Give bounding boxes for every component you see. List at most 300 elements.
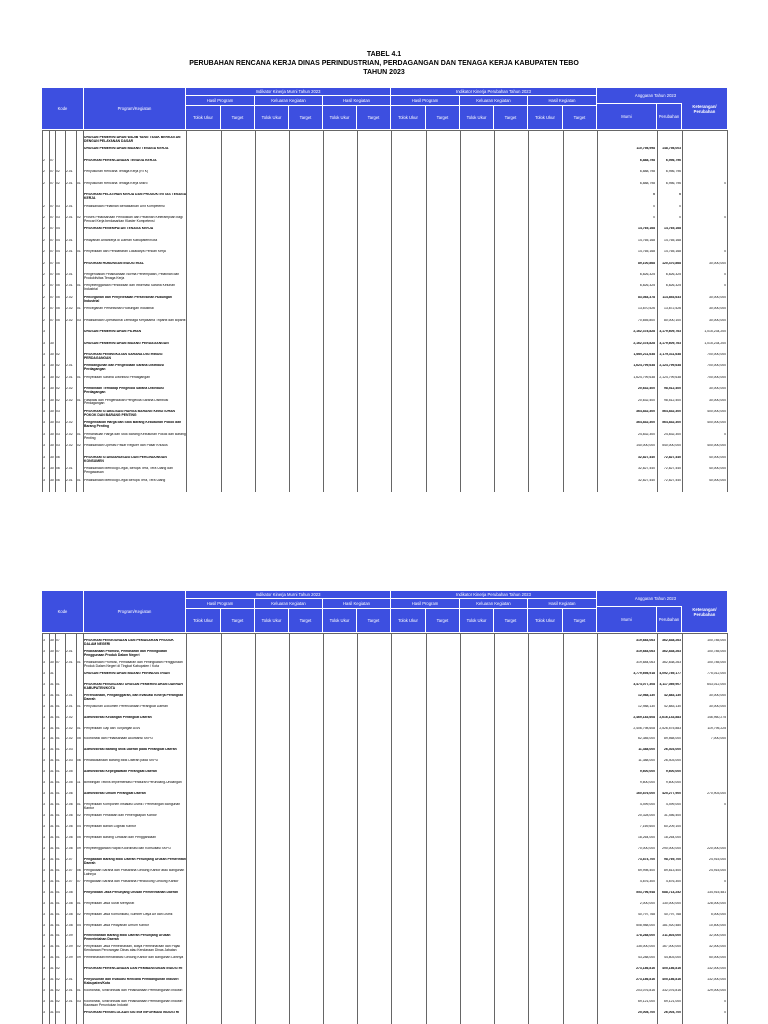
cell-m: 20,632,400 [638,398,655,402]
header-keluaran-kegiatan: Keluaran Kegiatan [255,599,323,609]
cell-o: 400,000,000 [707,444,726,448]
table-row [42,342,728,348]
cell-a: 3 [43,759,45,763]
cell-d: 2.03 [66,748,73,752]
cell-d: 2.05 [66,781,73,785]
cell-prog: Penyediaan Jasa Surat Menyurat [84,901,135,905]
cell-b: 31 [50,759,54,763]
cell-m: 135,000,000 [636,945,655,949]
cell-a: 2 [43,318,45,322]
cell-m: 13,870,526 [638,307,655,311]
cell-prog: Pengadaan Sarana dan Prasarana Gedung Kantor atau Bangunan Lainnya [84,868,185,876]
cell-e: 01 [77,307,81,311]
cell-c: 01 [56,737,60,741]
cell-prog: PROGRAM STANDARDISASI DAN PERLINDUNGAN KONSUMEN [84,455,167,463]
cell-m: 3,779,698,918 [633,671,655,675]
cell-prog: URUSAN PEMERINTAHAN BIDANG TENAGA KERJA [84,147,169,151]
cell-o: 0 [724,803,726,807]
cell-d: 2.01 [66,170,73,174]
cell-a: 3 [43,444,45,448]
cell-p: 290,000,000 [662,846,681,850]
document-title: PERUBAHAN RENCANA KERJA DINAS PERINDUSTRIAN, PERDAGANGAN DAN TENAGA KERJA KABUPATEN TEBO [189,60,579,67]
cell-b: 31 [50,737,54,741]
table-row [42,216,728,222]
cell-c: 05 [56,284,60,288]
header-tolok-ukur: Tolok Ukur [391,609,426,633]
header-anggaran-group: Anggaran Tahun 2023 [597,88,715,104]
cell-p: 72,827,440 [664,467,681,471]
header-kode: Kode [42,88,84,130]
header-target: Target [563,609,597,633]
cell-m: 6,826,325 [639,284,655,288]
cell-b: 31 [50,857,54,861]
cell-prog: Penyediaan Jasa Pemeliharaan, Biaya Pemeliharaan dan Pajak Kendaraan Perorangan Dinas atau Kendaraan Dinas Jabatan [84,945,181,953]
table-row [42,967,728,973]
table-row [42,978,728,984]
cell-c: 01 [56,682,60,686]
header-tolok-ukur: Tolok Ukur [460,106,494,130]
cell-a: 2 [43,284,45,288]
cell-prog: PROGRAM PENGELOLAAN SISTEM INFORMASI INDUSTRI [84,1011,180,1015]
cell-p: 9,600,000 [665,770,681,774]
cell-p: 9,600,000 [665,781,681,785]
cell-e: 01 [77,901,81,905]
cell-b: 07 [50,295,54,299]
cell-c: 06 [56,467,60,471]
cell-p: 42,883,130 [664,704,681,708]
cell-o: 132,000,000 [707,967,726,971]
cell-e: 03 [77,1000,81,1004]
cell-a: 3 [43,455,45,459]
cell-b: 07 [50,204,54,208]
cell-b: 31 [50,945,54,949]
cell-p: 60,209,100 [664,825,681,829]
header-target: Target [357,609,391,633]
cell-p: 89,813,400 [664,868,681,872]
cell-m: 2,162,378,828 [633,341,655,345]
cell-a: 3 [43,715,45,719]
cell-b: 07 [50,318,54,322]
cell-d: 2.07 [66,879,73,883]
cell-p: 18,264,000 [664,835,681,839]
cell-prog: Administrasi Kepegawaian Perangkat Daerah [84,770,157,774]
cell-b: 31 [50,770,54,774]
cell-o: 146,960,275 [707,715,726,719]
cell-c: 01 [56,912,60,916]
cell-a: 2 [43,261,45,265]
cell-m: 508,988,000 [636,923,655,927]
cell-prog: Pembinaan Terhadap Pengelola Sarana Distribusi Perdagangan [84,387,164,395]
cell-a: 2 [43,170,45,174]
table-row [42,147,728,153]
cell-o: 1,015,234,200 [704,341,726,345]
cell-prog: Penyediaan Sarana Distribusi Perdagangan [84,375,150,379]
cell-d: 2.01 [66,467,73,471]
cell-o: 30,000,000 [709,693,726,697]
header-keluaran-kegiatan: Keluaran Kegiatan [255,96,323,106]
cell-d: 2.02 [66,737,73,741]
cell-p: 688,714,252 [662,890,681,894]
table-row [42,683,728,689]
table-row [42,781,728,787]
cell-e: 04 [77,825,81,829]
header-tolok-ukur: Tolok Ukur [528,106,563,130]
cell-d: 2.01 [66,660,73,664]
cell-a: 3 [43,923,45,927]
cell-a: 3 [43,825,45,829]
cell-a: 3 [43,792,45,796]
table-row [42,433,728,439]
cell-b: 31 [50,846,54,850]
cell-c: 07 [56,639,60,642]
cell-o: 1,015,234,200 [704,330,726,334]
cell-prog: Proses Pelaksanaan Pendidikan dan Pelatihan Keterampilan bagi Pencari Kerja berdasarkan Klaster Kompetensi [84,215,183,223]
table-row [42,759,728,765]
cell-b: 31 [50,693,54,697]
cell-b: 07 [50,250,54,254]
cell-d: 2.06 [66,792,73,796]
cell-prog: Pengendalian Harga dan Stok Barang Kebutuhan Pokok dan Barang Penting [84,421,182,429]
cell-b: 30 [50,364,54,368]
header-perubahan-group: Indikator Kinerja Perubahan Tahun 2023 [391,591,597,599]
cell-e: 04 [77,923,81,927]
cell-a: 3 [43,934,45,938]
header-tolok-ukur: Tolok Ukur [255,609,289,633]
cell-p: 564,832,300 [662,410,681,414]
cell-p: 2,124,799,638 [659,364,681,368]
table-row [42,227,728,233]
cell-prog: Penyelenggaraan Pendidikan dan Informasi Sarana Keluhan Industrial [84,284,176,292]
table-header-bottom [42,591,728,633]
cell-prog: Penyediaan Komponen Instalasi Listrik / Penerangan Bangunan Kantor [84,803,181,810]
header-target: Target [289,106,323,130]
cell-d: 2.01 [66,284,73,288]
cell-prog: Pencegahan Perselisihan Hubungan Industrial [84,307,154,311]
cell-m: 4,876,300 [639,879,655,883]
cell-o: 32,000,000 [709,945,726,949]
cell-m: 364,832,300 [636,410,655,414]
table-row [42,792,728,798]
cell-o: 30,000,000 [709,704,726,708]
cell-c: 03 [56,421,60,425]
cell-b: 31 [50,1000,54,1004]
cell-c: 02 [56,387,60,391]
table-row [42,159,728,165]
cell-b: 07 [50,158,54,162]
cell-o: 220,000,000 [707,846,726,850]
cell-p: 98,769,700 [664,857,681,861]
cell-c: 02 [56,989,60,993]
cell-o: 643,012,000 [707,682,726,686]
table-row [42,387,728,393]
cell-o: 0 [724,879,726,883]
header-program: Program/Kegiatan [84,591,186,633]
header-target: Target [221,609,255,633]
cell-a: 3 [43,432,45,436]
cell-d: 2.01 [66,204,73,208]
cell-c: 02 [56,398,60,402]
header-hasil-program: Hasil Program [186,599,255,609]
cell-e: 01 [77,432,81,436]
cell-a: 3 [43,649,45,653]
cell-p: 6,956,796 [665,170,681,174]
cell-m: 25,008,700 [638,1011,655,1015]
header-tolok-ukur: Tolok Ukur [255,106,289,130]
cell-c: 01 [56,726,60,730]
cell-p: 181,920,480 [662,923,681,927]
cell-p: 2,616,143,883 [659,715,681,719]
cell-c: 03 [56,204,60,208]
cell-b: 31 [50,682,54,686]
cell-o: 129,000,000 [707,989,726,993]
cell-p: 6,826,325 [665,284,681,288]
cell-b: 31 [50,748,54,752]
cell-a: 3 [43,978,45,982]
cell-m: 73,874,700 [638,857,655,861]
cell-m: 12,988,130 [638,704,655,708]
cell-m: 0 [653,204,655,208]
cell-a: 3 [43,421,45,425]
table-row [42,239,728,245]
cell-m: 364,832,300 [636,421,655,425]
cell-prog: PROGRAM PENUNJANG URUSAN PEMERINTAHAN DAERAH KABUPATEN/KOTA [84,682,183,690]
cell-c: 04 [56,250,60,254]
header-tolok-ukur: Tolok Ukur [391,106,426,130]
table-row [42,737,728,743]
cell-c: 04 [56,1011,60,1015]
cell-c: 07 [56,649,60,653]
cell-o: 32,000,000 [709,934,726,938]
header-hasil-kegiatan: Hasil Kegiatan [323,96,391,106]
cell-e: 01 [77,803,81,807]
cell-a: 3 [43,912,45,916]
cell-p: 0 [679,193,681,197]
cell-b: 31 [50,1011,54,1015]
cell-c: 05 [56,295,60,299]
table-row [42,205,728,211]
cell-c: 01 [56,770,60,774]
cell-prog: Pencegahan dan Penyelesaian Perselisihan Hubungan Industrial [84,295,172,303]
table-row [42,924,728,930]
header-keluaran-kegiatan-perubahan: Keluaran Kegiatan [460,96,528,106]
cell-prog: Pengadaan Barang Milik Daerah Penunjang Urusan Pemerintah Daerah [84,857,186,865]
cell-a: 3 [43,478,45,482]
cell-p: 167,000,000 [662,945,681,949]
cell-c: 01 [56,704,60,708]
header-anggaran-group: Anggaran Tahun 2023 [597,591,715,607]
cell-prog: Penyusunan dan Evaluasi Rencana Pembangunan Industri Kabupaten/Kota [84,978,179,986]
cell-p: 120,470,868 [662,261,681,265]
cell-m: 1,624,799,638 [633,375,655,379]
cell-m: 273,186,816 [636,978,655,982]
cell-d: 2.01 [66,375,73,379]
cell-p: 130,000,000 [662,901,681,905]
cell-c: 05 [56,318,60,322]
cell-b: 31 [50,901,54,905]
cell-d: 2.06 [66,814,73,818]
cell-prog: Penyediaan Jasa Penunjang Urusan Pemerintahan Daerah [84,890,179,894]
cell-p: 114,853,633 [662,295,681,299]
cell-a: 3 [43,835,45,839]
cell-a: 3 [43,890,45,894]
cell-c: 05 [56,307,60,311]
cell-o: 0 [724,181,726,185]
cell-c: 01 [56,748,60,752]
document-year: TAHUN 2023 [363,69,405,76]
cell-m: 9,600,000 [639,781,655,785]
cell-b: 30 [50,478,54,482]
cell-a: 3 [43,737,45,741]
cell-prog: Penyediaan Jasa Pelayanan Umum Kantor [84,923,149,927]
cell-a: 3 [43,956,45,960]
cell-a: 3 [43,410,45,414]
cell-a: 2 [43,273,45,277]
table-row [42,639,728,645]
cell-a: 3 [43,1011,45,1015]
cell-p: 0 [679,204,681,208]
cell-c: 01 [56,890,60,894]
cell-d: 2.02 [66,387,73,391]
cell-p: 362,838,263 [662,660,681,664]
cell-d: 2.01 [66,364,73,368]
cell-a: 3 [43,868,45,872]
cell-prog: Penyediaan Bahan Logistik Kantor [84,825,137,829]
cell-e: 09 [77,846,81,850]
header-target: Target [289,609,323,633]
table-row [42,956,728,962]
table-body-bottom [42,633,728,1024]
cell-b: 31 [50,726,54,730]
cell-a: 2 [43,295,45,299]
cell-p: 6,956,796 [665,181,681,185]
cell-m: 2,162,378,828 [633,330,655,334]
cell-d: 2.01 [66,978,73,982]
table-row [42,672,728,678]
cell-d: 2.06 [66,825,73,829]
cell-prog: Pelaksanaan Promosi, Pemasaran dan Peningkatan Penggunaan Produk Dalam Negeri [84,649,168,657]
cell-c: 01 [56,814,60,818]
cell-prog: Koordinasi, Sinkronisasi dan Pelaksanaan Pembangunan Industri [84,989,183,993]
cell-p: 0 [679,215,681,219]
cell-d: 2.01 [66,989,73,993]
cell-prog: PROGRAM PENINGKATAN SARANA DISTRIBUSI PERDAGANGAN [84,352,163,360]
header-hasil-kegiatan-perubahan: Hasil Kegiatan [528,599,597,609]
cell-o: 132,000,000 [707,978,726,982]
header-program: Program/Kegiatan [84,88,186,130]
cell-a: 3 [43,901,45,905]
cell-e: 02 [77,945,81,949]
row-rule [42,633,728,634]
cell-e: 01 [77,478,81,482]
header-tolok-ukur: Tolok Ukur [528,609,563,633]
cell-e: 02 [77,912,81,916]
cell-m: 14,765,168 [638,250,655,254]
cell-a: 2 [43,307,45,311]
cell-b: 07 [50,261,54,265]
table-row [42,376,728,382]
table-row [42,262,728,268]
cell-m: 14,765,168 [638,238,655,242]
cell-p: 98,512,400 [664,387,681,391]
cell-m: 18,264,000 [638,835,655,839]
cell-d: 2.09 [66,945,73,949]
cell-a: 3 [43,803,45,807]
cell-d: 2.02 [66,318,73,322]
cell-p: 6,826,325 [665,273,681,277]
table-body-top [42,130,728,492]
cell-o: 40,000,000 [709,478,726,482]
cell-o: 0 [724,273,726,277]
cell-b: 07 [50,170,54,174]
cell-b: 07 [50,227,54,231]
table-row [42,748,728,754]
cell-prog: PROGRAM STABILISASI HARGA BARANG KEBUTUHAN POKOK DAN BARANG PENTING [84,410,175,417]
cell-d: 2.01 [66,704,73,708]
cell-d: 2.02 [66,726,73,730]
table-row [42,136,728,142]
cell-b: 31 [50,868,54,872]
cell-p: 6,956,796 [665,158,681,162]
cell-d: 2.01 [66,238,73,242]
cell-b: 31 [50,781,54,785]
cell-o: 30,000,000 [709,398,726,402]
header-murni-group: Indikator Kinerja Murni Tahun 2023 [186,591,391,599]
cell-e: 01 [77,375,81,379]
cell-e: 05 [77,737,81,741]
cell-a: 3 [43,671,45,675]
cell-m: 160,876,000 [636,792,655,796]
table-row [42,364,728,370]
cell-p: 564,832,300 [662,421,681,425]
header-target: Target [357,106,391,130]
table-row [42,989,728,995]
table-row [42,296,728,302]
header-hasil-program-perubahan: Hasil Program [391,96,460,106]
table-row [42,694,728,700]
cell-m: 140,000,000 [636,444,655,448]
cell-p: 148,798,003 [662,147,681,151]
cell-p: 98,512,400 [664,398,681,402]
cell-a: 3 [43,364,45,368]
cell-m: 12,988,130 [638,693,655,697]
cell-a: 3 [43,352,45,356]
cell-p: 26,403,000 [664,748,681,752]
cell-b: 07 [50,215,54,219]
cell-a: 3 [43,341,45,345]
cell-p: 42,883,130 [664,693,681,697]
cell-m: 14,765,168 [638,227,655,231]
header-hasil-kegiatan: Hasil Kegiatan [323,599,391,609]
cell-o: 0 [724,1000,726,1004]
header-tolok-ukur: Tolok Ukur [186,106,221,130]
cell-e: 01 [77,398,81,402]
cell-b: 31 [50,978,54,982]
table-row [42,945,728,951]
cell-d: 2.08 [66,890,73,894]
cell-b: 30 [50,467,54,471]
cell-b: 31 [50,923,54,927]
cell-c: 02 [56,170,60,174]
cell-c: 04 [56,238,60,242]
cell-m: 7,169,600 [639,825,655,829]
cell-prog: Bimbingan Teknis Implementasi Peraturan Perundang-Undangan [84,781,182,785]
cell-c: 01 [56,792,60,796]
table-row [42,934,728,940]
cell-prog: Pengadaan Sarana dan Prasarana Pendukung Gedung Kantor [84,879,179,883]
table-row [42,330,728,336]
cell-d: 2.02 [66,398,73,402]
header-murni: Murni [597,104,657,130]
